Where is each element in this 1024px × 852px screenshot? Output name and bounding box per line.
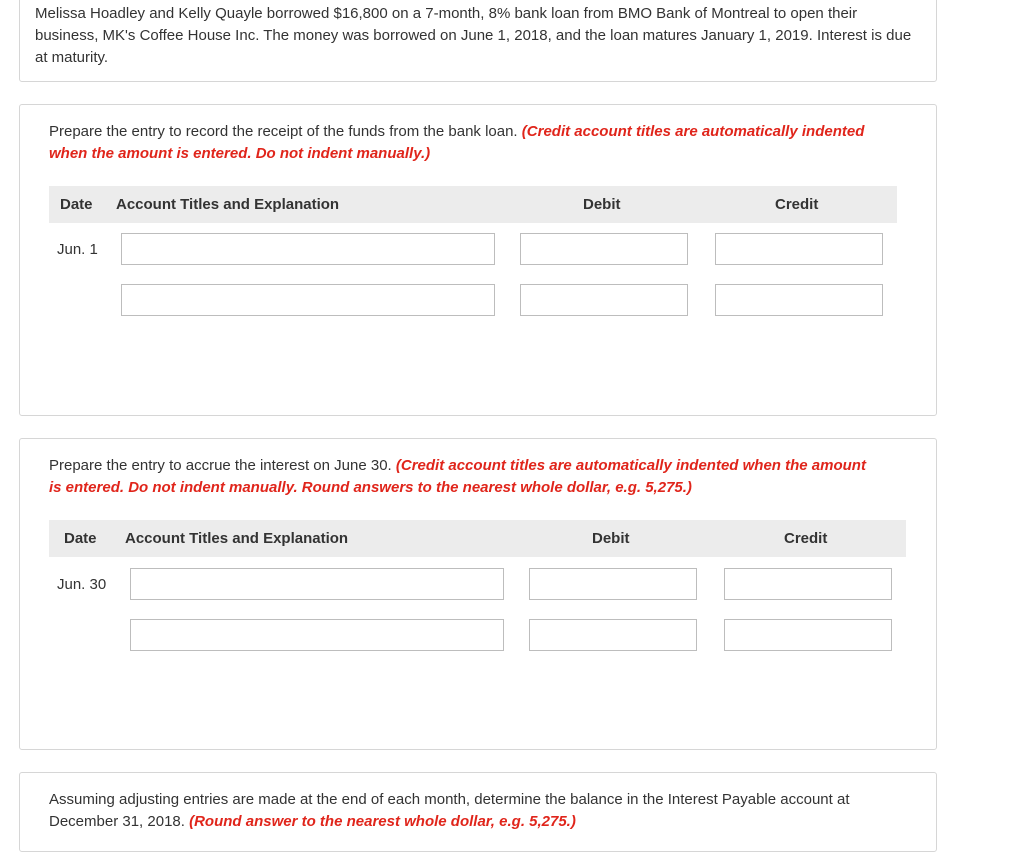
part-b-prompt: [49, 455, 879, 499]
part-a-row2-credit-input[interactable]: [715, 284, 883, 316]
part-a-row2-account-input[interactable]: [121, 284, 495, 316]
part-a-prompt-text: Prepare the entry to record the receipt of the funds from the bank loan.: [49, 123, 522, 140]
part-b-instruction-note: (Credit account titles are automatically indented when the amount is entered. Do not indent manually. Round answers to the nearest whole dollar, e.g. 5,275.): [49, 457, 866, 496]
part-c-prompt-text: Assuming adjusting entries are made at the end of each month, determine the balance in the Interest Payable account at December 31, 2018.: [49, 791, 850, 830]
part-c-instruction-note: (Round answer to the nearest whole dollar, e.g. 5,275.): [189, 813, 576, 830]
part-a-card: [19, 104, 937, 416]
part-b-table-header: [49, 520, 906, 557]
part-b-row1-account-input[interactable]: [130, 568, 504, 600]
part-c-prompt: [49, 789, 899, 833]
part-b-row2-account-input[interactable]: [130, 619, 504, 651]
problem-statement-card: [19, 0, 937, 82]
part-a-row2-debit-input[interactable]: [520, 284, 688, 316]
credit-column-header: Credit: [784, 530, 828, 547]
part-b-card: [19, 438, 937, 750]
date-column-header: Date: [60, 196, 93, 213]
account-column-header: Account Titles and Explanation: [116, 196, 340, 213]
part-a-row1-credit-input[interactable]: [715, 233, 883, 265]
part-a-instruction-note: (Credit account titles are automatically indented when the amount is entered. Do not indent manually.): [49, 123, 865, 162]
debit-column-header: Debit: [583, 196, 621, 213]
part-a-row1-account-input[interactable]: [121, 233, 495, 265]
part-b-row2-credit-input[interactable]: [724, 619, 892, 651]
part-a-entry-date: Jun. 1: [57, 241, 98, 258]
problem-statement: Melissa Hoadley and Kelly Quayle borrowed $16,800 on a 7-month, 8% bank loan from BMO Bank of Montreal to open their business, MK's Coffee House Inc. The money was borrowed on June 1, 2018, and the loan matures January 1, 2019. Interest is due at maturity.: [35, 5, 912, 66]
part-b-entry-date: Jun. 30: [57, 576, 107, 593]
part-a-row1-debit-input[interactable]: [520, 233, 688, 265]
part-c-card: [19, 772, 937, 852]
part-b-row1-debit-input[interactable]: [529, 568, 697, 600]
part-b-prompt-text: Prepare the entry to accrue the interest on June 30.: [49, 457, 396, 474]
part-b-row1-credit-input[interactable]: [724, 568, 892, 600]
credit-column-header: Credit: [775, 196, 819, 213]
account-column-header: Account Titles and Explanation: [125, 530, 349, 547]
debit-column-header: Debit: [592, 530, 630, 547]
date-column-header: Date: [64, 530, 97, 547]
part-b-row2-debit-input[interactable]: [529, 619, 697, 651]
part-a-table-header: [49, 186, 897, 223]
part-a-prompt: [49, 121, 879, 165]
